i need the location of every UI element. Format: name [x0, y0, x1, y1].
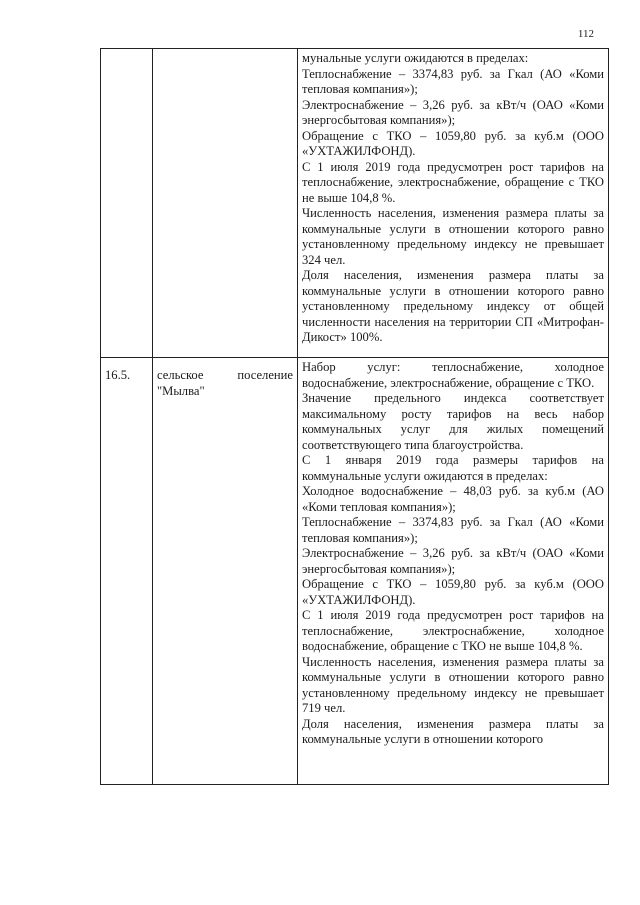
tariff-table — [100, 48, 609, 785]
description-paragraph: Значение предельного индекса соответствует максимальному росту тарифов на весь набор коммунальных услуг для жилых помещений соответствующего типа благоустройства. — [302, 391, 604, 452]
description-paragraph: Обращение с ТКО – 1059,80 руб. за куб.м (ООО «УХТАЖИЛФОНД). — [302, 128, 604, 158]
settlement-name-cell: сельское поселение "Мылва" — [153, 358, 298, 785]
description-paragraph: Электроснабжение – 3,26 руб. за кВт/ч (ОАО «Коми энергосбытовая компания»); — [302, 546, 604, 576]
description-paragraph: Теплоснабжение – 3374,83 руб. за Гкал (АО «Коми тепловая компания»); — [302, 66, 604, 96]
description-paragraph: С 1 июля 2019 года предусмотрен рост тарифов на теплоснабжение, электроснабжение, обращение с ТКО не выше 104,8 %. — [302, 159, 604, 205]
description-paragraph: Доля населения, изменения размера платы за коммунальные услуги в отношении которого равно установленному предельному индексу от общей численности населения на территории СП «Митрофан-Дикост» 100%. — [302, 268, 604, 344]
description-paragraph: Электроснабжение – 3,26 руб. за кВт/ч (ОАО «Коми энергосбытовая компания»); — [302, 97, 604, 127]
table-row — [101, 49, 609, 358]
description-paragraph: Доля населения, изменения размера платы за коммунальные услуги в отношении которого — [302, 716, 604, 746]
table-row — [101, 358, 609, 785]
settlement-name-cell — [153, 49, 298, 358]
row-number-cell — [101, 49, 153, 358]
description-paragraph: Набор услуг: теплоснабжение, холодное водоснабжение, электроснабжение, обращение с ТКО. — [302, 360, 604, 390]
description-cell — [298, 358, 609, 785]
row-number-cell: 16.5. — [101, 358, 153, 785]
description-paragraph: С 1 июля 2019 года предусмотрен рост тарифов на теплоснабжение, электроснабжение, холодное водоснабжение, обращение с ТКО не выше 104,8 %. — [302, 608, 604, 653]
description-paragraph: С 1 января 2019 года размеры тарифов на коммунальные услуги ожидаются в пределах: — [302, 453, 604, 483]
description-paragraph: Численность населения, изменения размера платы за коммунальные услуги в отношении которого равно установленному предельному индексу не превышает 719 чел. — [302, 654, 604, 715]
description-paragraph: Холодное водоснабжение – 48,03 руб. за куб.м (АО «Коми тепловая компания»); — [302, 484, 604, 514]
description-paragraph: Теплоснабжение – 3374,83 руб. за Гкал (АО «Коми тепловая компания»); — [302, 515, 604, 545]
page-number: 112 — [577, 28, 594, 40]
description-paragraph: Обращение с ТКО – 1059,80 руб. за куб.м (ООО «УХТАЖИЛФОНД). — [302, 577, 604, 607]
description-paragraph: мунальные услуги ожидаются в пределах: — [302, 51, 529, 65]
description-paragraph: Численность населения, изменения размера платы за коммунальные услуги в отношении которого равно установленному предельному индексу не превышает 324 чел. — [302, 206, 604, 267]
description-cell — [298, 49, 609, 358]
